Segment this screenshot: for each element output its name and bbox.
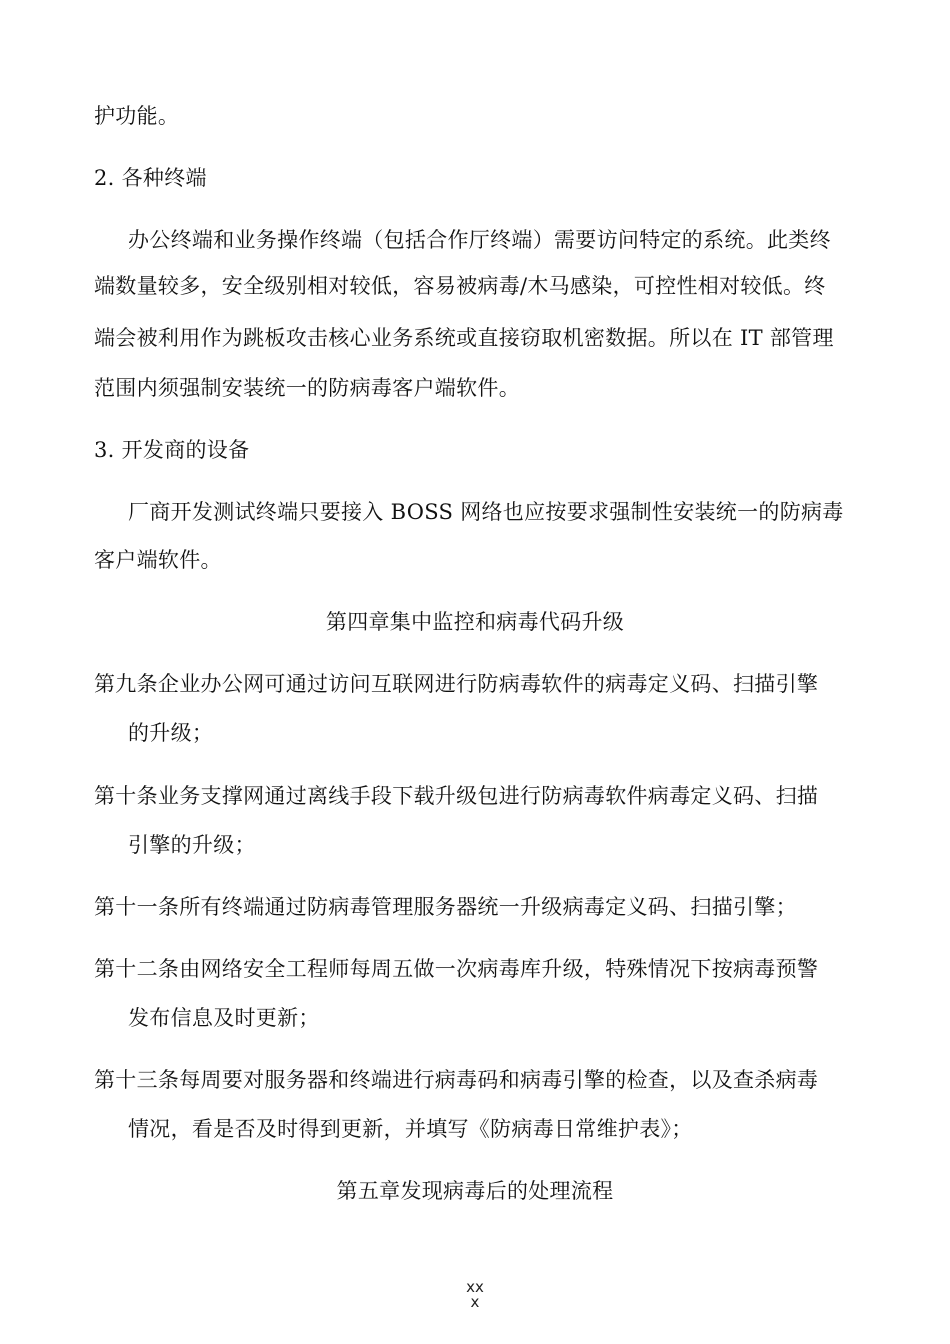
article-line: 引擎的升级； [128, 833, 256, 857]
article-line: 情况，看是否及时得到更新，并填写《防病毒日常维护表》； [128, 1117, 693, 1141]
article-line: 第十一条所有终端通过防病毒管理服务器统一升级病毒定义码、扫描引擎； [94, 895, 797, 919]
paragraph-line: 端数量较多，安全级别相对较低，容易被病毒/木马感染，可控性相对较低。终 [94, 274, 826, 298]
paragraph-line: 办公终端和业务操作终端（包括合作厅终端）需要访问特定的系统。此类终 [128, 228, 831, 252]
article-line: 第九条企业办公网可通过访问互联网进行防病毒软件的病毒定义码、扫描引擎 [94, 672, 819, 696]
article-line: 第十条业务支撑网通过离线手段下载升级包进行防病毒软件病毒定义码、扫描 [94, 784, 819, 808]
paragraph-line: 客户端软件。 [94, 548, 222, 572]
paragraph-line: 范围内须强制安装统一的防病毒客户端软件。 [94, 376, 520, 400]
page-footer-line2: x [470, 1293, 480, 1311]
article-line: 发布信息及时更新； [128, 1006, 320, 1030]
chapter-title-monitoring: 第四章集中监控和病毒代码升级 [325, 610, 625, 634]
page-footer-line1: xx [466, 1278, 484, 1296]
paragraph-line: 厂商开发测试终端只要接入 BOSS 网络也应按要求强制性安装统一的防病毒 [128, 500, 844, 524]
chapter-title-virus-handling: 第五章发现病毒后的处理流程 [336, 1179, 614, 1203]
paragraph-line: 端会被利用作为跳板攻击核心业务系统或直接窃取机密数据。所以在 IT 部管理 [94, 326, 834, 350]
article-line: 第十三条每周要对服务器和终端进行病毒码和病毒引擎的检查，以及查杀病毒 [94, 1068, 819, 1092]
article-line: 第十二条由网络安全工程师每周五做一次病毒库升级，特殊情况下按病毒预警 [94, 957, 819, 981]
article-line: 的升级； [128, 721, 214, 745]
continuation-text: 护功能。 [94, 104, 180, 128]
section-heading-vendor-devices: 3. 开发商的设备 [94, 438, 250, 462]
section-heading-terminals: 2. 各种终端 [94, 166, 207, 190]
